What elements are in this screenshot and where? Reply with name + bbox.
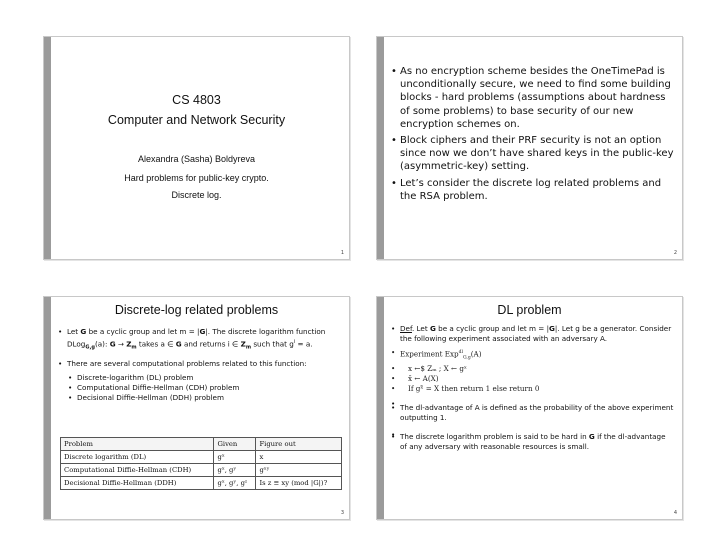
sub-bullet: • Discrete-logarithm (DL) problem	[68, 373, 341, 383]
table-cell: Discrete logarithm (DL)	[61, 451, 214, 464]
problems-table	[60, 437, 342, 490]
table-cell: gˣ, gʸ	[214, 464, 256, 477]
subtitle-line-1: Hard problems for public-key crypto.	[124, 173, 269, 183]
slide-3-body	[58, 327, 341, 404]
slide-side-bar	[44, 297, 51, 519]
slide-side-bar	[377, 37, 384, 259]
table-cell: gˣ, gʸ, gᶻ	[214, 477, 256, 490]
table-cell: Decisional Diffie-Hellman (DDH)	[61, 477, 214, 490]
table-cell: x	[256, 451, 342, 464]
bullet: • x̄ ← A(X)	[391, 374, 674, 384]
slide-title: DL problem	[497, 303, 562, 317]
subtitle-line-2: Discrete log.	[171, 190, 222, 200]
bullet: • Block ciphers and their PRF security is not an option since now we don’t have shared keys in the public-key (asymmetric-key) setting.	[391, 134, 674, 174]
column-header: Given	[214, 438, 256, 451]
column-header: Figure out	[256, 438, 342, 451]
bullet: • Let G be a cyclic group and let m = |G|. The discrete logarithm function DLog$_{G,g}$(a): $G \to Z_m$ takes a ∈ G and returns i ∈ $Z_m$ such that $g^i = a$.	[58, 327, 341, 353]
bullet: • x ←$ Zₘ ; X ← gˣ	[391, 364, 674, 374]
bullet: • If gˣ̄ = X then return 1 else return 0	[391, 384, 674, 394]
page-number: 2	[673, 250, 677, 256]
bullet: • Let’s consider the discrete log related problems and the RSA problem.	[391, 177, 674, 203]
bullet: • The discrete logarithm problem is said to be hard in G if the dl-advantage of any adversary with reasonable resources is small.	[391, 432, 674, 453]
course-title: Computer and Network Security	[107, 113, 286, 127]
slide-side-bar	[44, 37, 51, 259]
slide-4-body	[391, 324, 674, 452]
slide-1	[43, 36, 350, 260]
slide-3	[43, 296, 350, 520]
table-cell: Computational Diffie-Hellman (CDH)	[61, 464, 214, 477]
slide-side-bar	[377, 297, 384, 519]
table-row	[61, 464, 342, 477]
bullet: • There are several computational problems related to this function:	[58, 359, 341, 369]
bullet: • Def. Let G be a cyclic group and let m = |G|. Let g be a generator. Consider the following experiment associated with an adversary A.	[391, 324, 674, 345]
course-number: CS 4803	[172, 93, 221, 107]
page-number: 4	[673, 510, 677, 516]
slide-4	[376, 296, 683, 520]
table-header-row	[61, 438, 342, 451]
table-cell: Is z ≡ xy (mod |G|)?	[256, 477, 342, 490]
table-cell: gˣ	[214, 451, 256, 464]
author: Alexandra (Sasha) Boldyreva	[137, 154, 256, 164]
slide-2-body	[391, 65, 674, 206]
table-row	[61, 451, 342, 464]
sub-bullet: • Decisional Diffie-Hellman (DDH) problem	[68, 393, 341, 403]
table-row	[61, 477, 342, 490]
slide-2	[376, 36, 683, 260]
page-number: 3	[340, 510, 344, 516]
table-cell: gˣʸ	[256, 464, 342, 477]
page-number: 1	[340, 250, 344, 256]
bullet: • The dl-advantage of A is defined as the probability of the above experiment outputting 1.	[391, 403, 674, 424]
sub-bullet: • Computational Diffie-Hellman (CDH) problem	[68, 383, 341, 393]
slide-title: Discrete-log related problems	[114, 303, 279, 317]
bullet: • As no encryption scheme besides the OneTimePad is unconditionally secure, we need to find some building blocks - hard problems (assumptions about hardness of some problems) to base security of our new encryption schemes on.	[391, 65, 674, 131]
bullet: • Experiment Exp$^{dl}_{G,g}$(A)	[391, 348, 674, 364]
column-header: Problem	[61, 438, 214, 451]
